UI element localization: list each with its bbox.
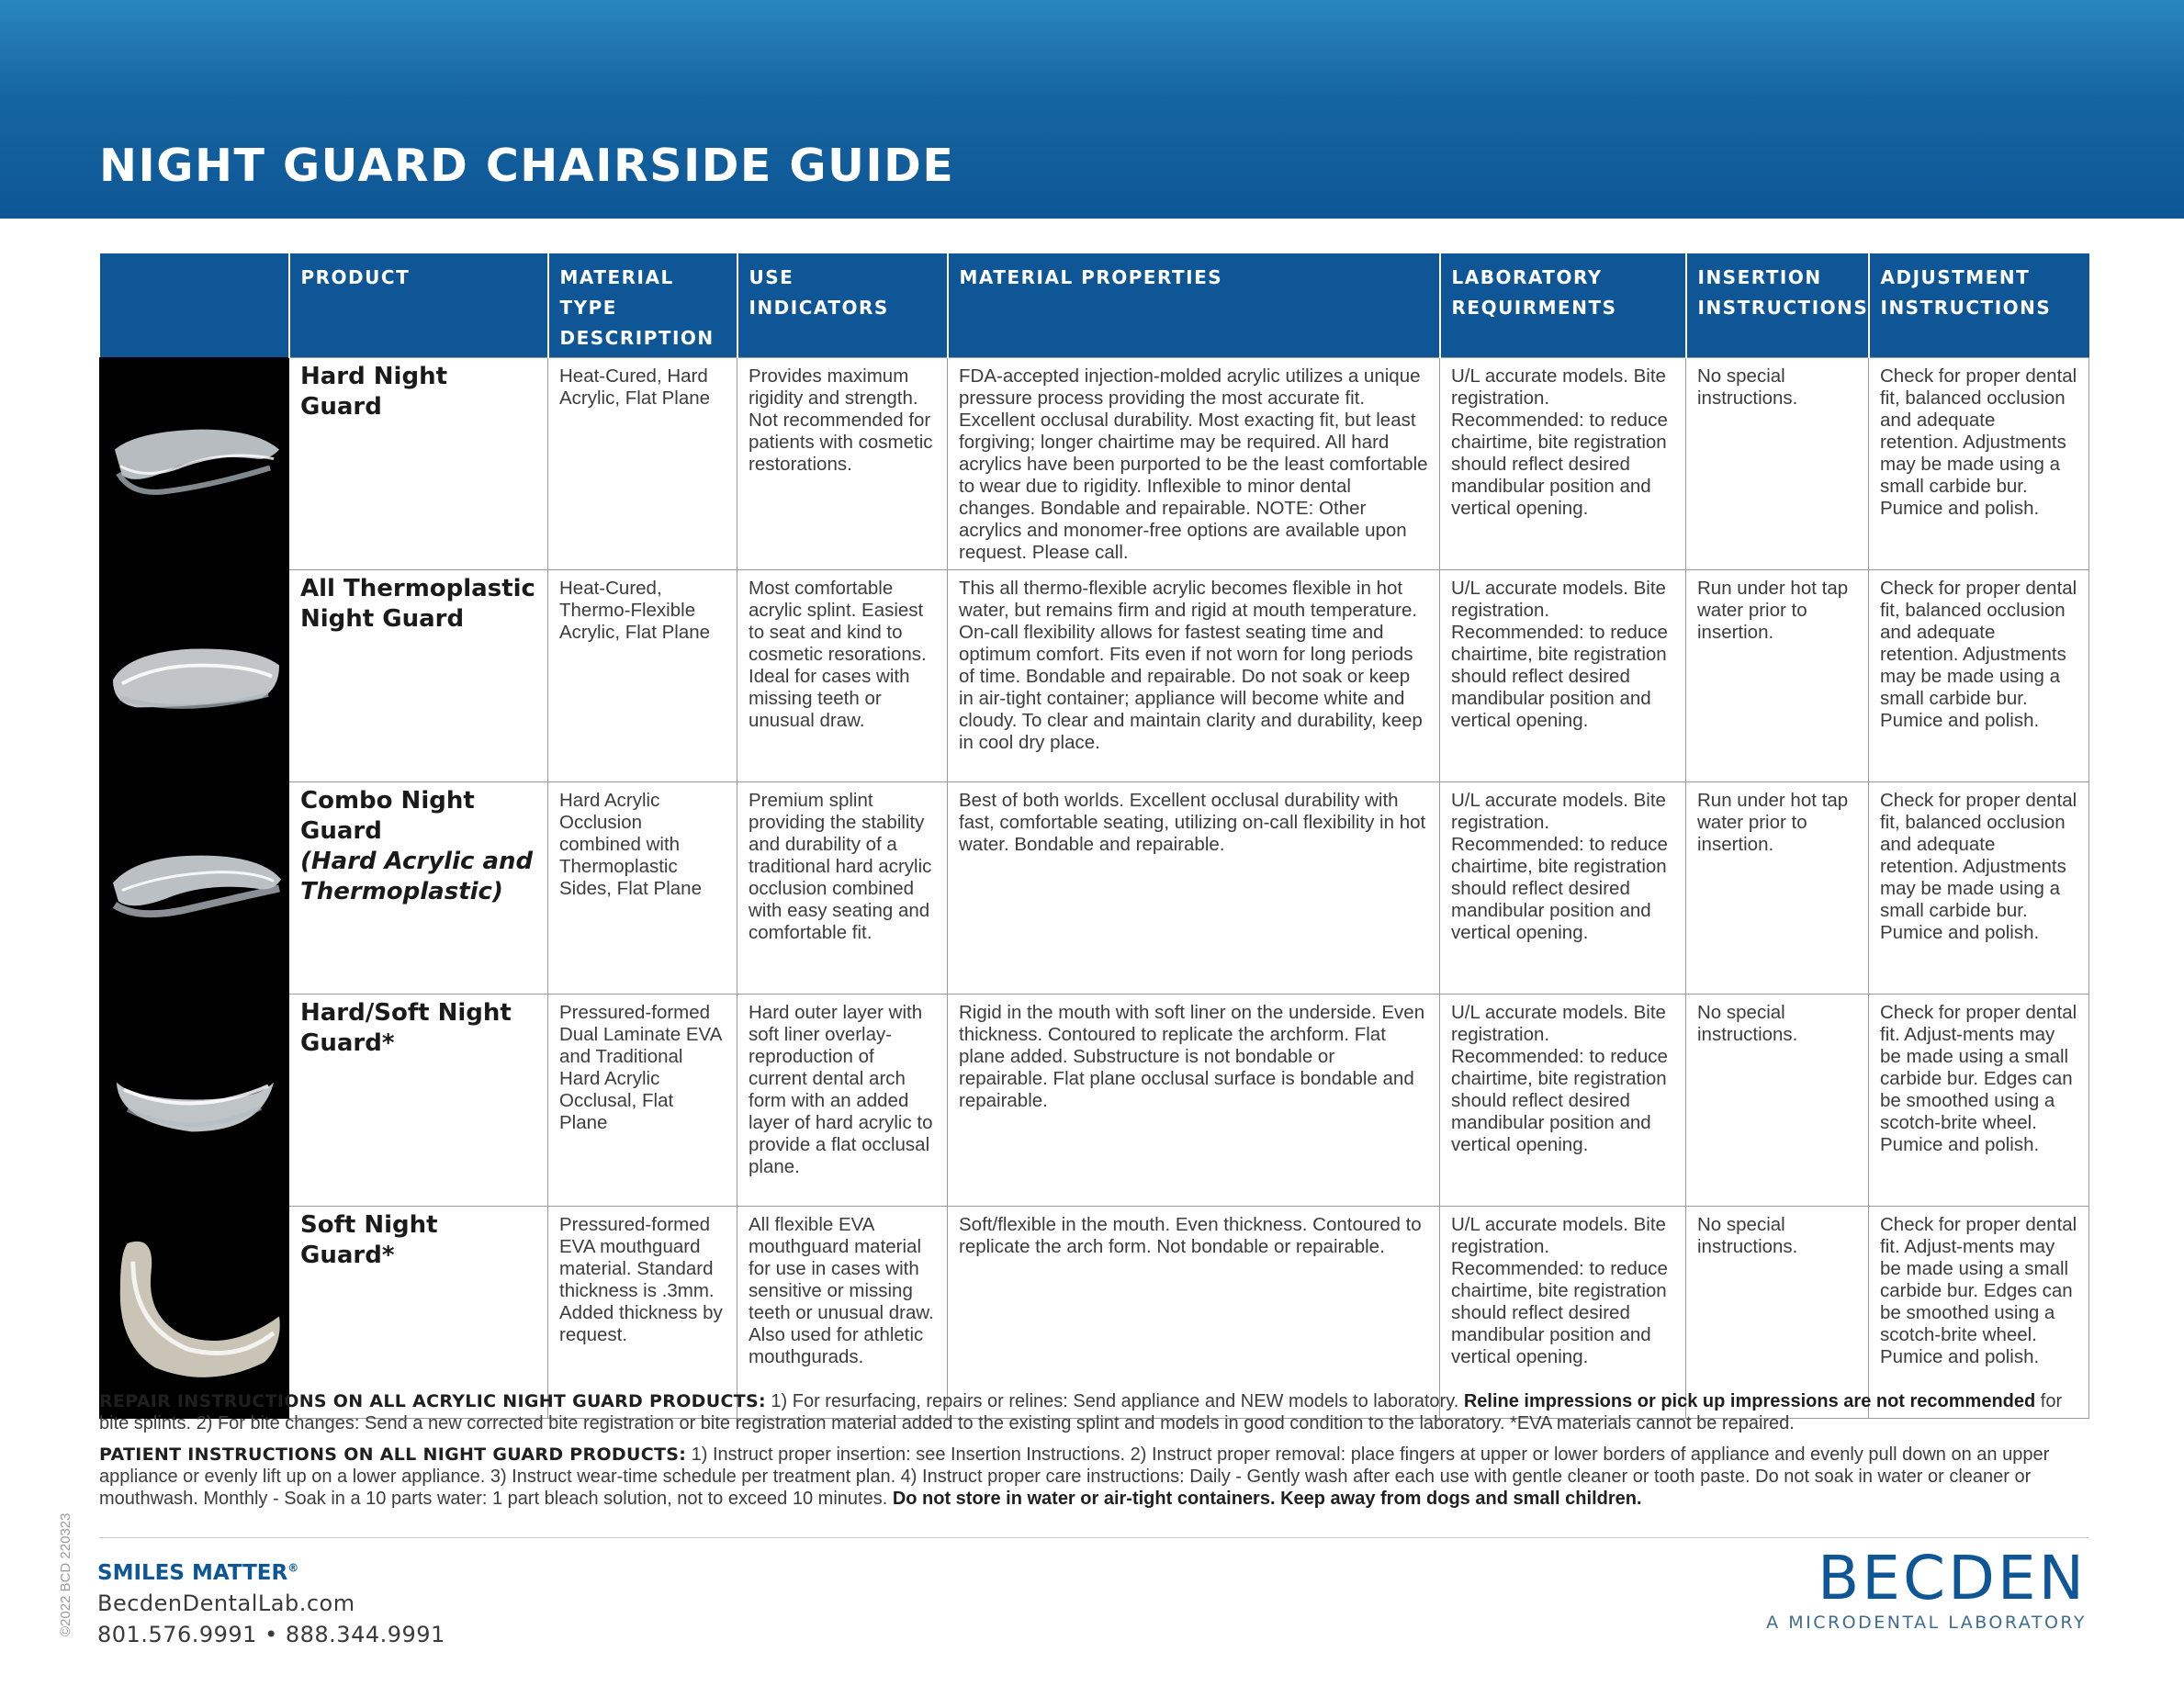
lab-requirements: U/L accurate models. Bite registration. Recommended: to reduce chairtime, bite registration should reflect desired mandibular position and vertical opening. [1440, 570, 1686, 782]
header-product: PRODUCT [289, 253, 548, 358]
material-type: Hard Acrylic Occlusion combined with Thermoplastic Sides, Flat Plane [548, 782, 737, 995]
brand-logo [1766, 1543, 2087, 1633]
soft-night-guard-photo [100, 1207, 289, 1419]
insertion-instructions: No special instructions. [1686, 1207, 1869, 1419]
product-name: Hard/Soft Night Guard* [289, 995, 548, 1207]
material-type: Heat-Cured, Hard Acrylic, Flat Plane [548, 358, 737, 570]
repair-instructions [99, 1390, 2088, 1434]
adjustment-instructions: Check for proper dental fit. Adjust-ments may be made using a small carbide bur. Edges can be smoothed using a scotch-brite wheel. Pumice and polish. [1869, 1207, 2089, 1419]
product-name: Combo Night Guard (Hard Acrylic and Thermoplastic) [289, 782, 548, 995]
product-name: All Thermoplastic Night Guard [289, 570, 548, 782]
material-properties: Rigid in the mouth with soft liner on the underside. Even thickness. Contoured to replicate the archform. Flat plane added. Substructure is not bondable or repairable. Flat plane occlusal surface is bondable and repairable. [948, 995, 1440, 1207]
insertion-instructions: No special instructions. [1686, 358, 1869, 570]
registered-mark: ® [287, 1561, 299, 1575]
patient-text-1: 1) Instruct proper insertion: see Insertion Instructions. 2) Instruct proper removal: place fingers at upper or lower borders of appliance and evenly pull down on an upper appliance or evenly lift up on a lower appliance. 3) Instruct wear-time schedule per treatment plan. 4) Instruct proper care instructions: Daily - Gently wash after each use with gentle cleaner or tooth paste. Do not soak in water or cleaner or mouthwash. Monthly - Soak in a 10 parts water: 1 part bleach solution, not to exceed 10 minutes. [99, 1444, 2050, 1509]
website-link[interactable]: BecdenDentalLab.com [97, 1590, 355, 1616]
adjustment-instructions: Check for proper dental fit, balanced occlusion and adequate retention. Adjustments may be made using a small carbide bur. Pumice and polish. [1869, 570, 2089, 782]
use-indicators: Most comfortable acrylic splint. Easiest to seat and kind to cosmetic resorations. Ideal for cases with missing teeth or unusual draw. [737, 570, 948, 782]
patient-lead: PATIENT INSTRUCTIONS ON ALL NIGHT GUARD PRODUCTS: [99, 1444, 687, 1465]
material-type: Pressured-formed Dual Laminate EVA and Traditional Hard Acrylic Occlusal, Flat Plane [548, 995, 737, 1207]
night-guard-image [100, 782, 288, 994]
material-properties: This all thermo-flexible acrylic becomes flexible in hot water, but remains firm and rigid at mouth temperature. On-call flexibility allows for fastest seating time and optimum comfort. Fits even if not worn for long periods of time. Bondable and repairable. Do not soak or keep in air-tight container; appliance will become white and cloudy. To clear and maintain clarity and durability, keep in cool dry place. [948, 570, 1440, 782]
product-name: Hard Night Guard [289, 358, 548, 570]
repair-bold: Reline impressions or pick up impressions are not recommended [1463, 1391, 2036, 1411]
combo-night-guard-photo [100, 782, 289, 995]
insertion-instructions: No special instructions. [1686, 995, 1869, 1207]
thermoplastic-night-guard-photo [100, 570, 289, 782]
lab-requirements: U/L accurate models. Bite registration. Recommended: to reduce chairtime, bite registration should reflect desired mandibular position and vertical opening. [1440, 1207, 1686, 1419]
insertion-instructions: Run under hot tap water prior to insertion. [1686, 570, 1869, 782]
header-material: MATERIAL TYPE DESCRIPTION [548, 253, 737, 358]
insertion-instructions: Run under hot tap water prior to insertion. [1686, 782, 1869, 995]
night-guard-image [100, 1207, 288, 1418]
tagline: SMILES MATTER® [97, 1561, 299, 1585]
material-type: Pressured-formed EVA mouthguard material. Standard thickness is .3mm. Added thickness by request. [548, 1207, 737, 1419]
table-row [100, 1207, 2089, 1419]
instructions-notes [99, 1390, 2088, 1519]
phone-numbers: 801.576.9991 • 888.344.9991 [97, 1622, 445, 1647]
footer-contact [97, 1561, 445, 1647]
night-guard-image [100, 995, 288, 1206]
use-indicators: Hard outer layer with soft liner overlay-reproduction of current dental arch form with an added layer of hard acrylic to provide a flat occlusal plane. [737, 995, 948, 1207]
material-properties: FDA-accepted injection-molded acrylic utilizes a unique pressure process providing the most accurate fit. Excellent occlusal durability. Most exacting fit, but least forgiving; longer chairtime may be required. All hard acrylics have been purported to be the least comfortable to wear due to rigidity. Inflexible to minor dental changes. Bondable and repairable. NOTE: Other acrylics and monomer-free options are available upon request. Please call. [948, 358, 1440, 570]
lab-requirements: U/L accurate models. Bite registration. Recommended: to reduce chairtime, bite registration should reflect desired mandibular position and vertical opening. [1440, 358, 1686, 570]
adjustment-instructions: Check for proper dental fit, balanced occlusion and adequate retention. Adjustments may be made using a small carbide bur. Pumice and polish. [1869, 358, 2089, 570]
night-guard-table [99, 253, 2089, 1419]
header-properties: MATERIAL PROPERTIES [948, 253, 1440, 358]
header-lab: LABORATORY REQUIRMENTS [1440, 253, 1686, 358]
header-indicators: USE INDICATORS [737, 253, 948, 358]
header-banner [0, 0, 2184, 219]
use-indicators: Provides maximum rigidity and strength. Not recommended for patients with cosmetic restorations. [737, 358, 948, 570]
hard-soft-night-guard-photo [100, 995, 289, 1207]
adjustment-instructions: Check for proper dental fit, balanced occlusion and adequate retention. Adjustments may be made using a small carbide bur. Pumice and polish. [1869, 782, 2089, 995]
night-guard-image [100, 358, 288, 569]
use-indicators: Premium splint providing the stability and durability of a traditional hard acrylic occlusion combined with easy seating and comfortable fit. [737, 782, 948, 995]
adjustment-instructions: Check for proper dental fit. Adjust-ments may be made using a small carbide bur. Edges can be smoothed using a scotch-brite wheel. Pumice and polish. [1869, 995, 2089, 1207]
table-row [100, 995, 2089, 1207]
page-title: NIGHT GUARD CHAIRSIDE GUIDE [99, 140, 955, 192]
header-insertion: INSERTION INSTRUCTIONS [1686, 253, 1869, 358]
night-guard-image [100, 570, 288, 781]
repair-text-2: for bite splints. 2) For bite changes: Send a new corrected bite registration or bite registration material added to the existing splint and models in good condition to the laboratory. *EVA materials cannot be repaired. [99, 1391, 2063, 1433]
material-properties: Soft/flexible in the mouth. Even thickness. Contoured to replicate the arch form. Not bondable or repairable. [948, 1207, 1440, 1419]
material-type: Heat-Cured, Thermo-Flexible Acrylic, Flat Plane [548, 570, 737, 782]
table-header-row [100, 253, 2089, 358]
hard-night-guard-photo [100, 358, 289, 570]
repair-text-1: 1) For resurfacing, repairs or relines: Send appliance and NEW models to laboratory. [765, 1391, 1464, 1411]
lab-requirements: U/L accurate models. Bite registration. Recommended: to reduce chairtime, bite registration should reflect desired mandibular position and vertical opening. [1440, 782, 1686, 995]
header-adjustment: ADJUSTMENT INSTRUCTIONS [1869, 253, 2089, 358]
brand-subtitle: A MICRODENTAL LABORATORY [1766, 1613, 2087, 1633]
header-image [100, 253, 289, 358]
patient-bold: Do not store in water or air-tight containers. Keep away from dogs and small children. [892, 1489, 1642, 1509]
table-row [100, 782, 2089, 995]
patient-instructions [99, 1444, 2088, 1510]
brand-name: BECDEN [1818, 1543, 2087, 1613]
repair-lead: REPAIR INSTRUCTIONS ON ALL ACRYLIC NIGHT GUARD PRODUCTS: [99, 1391, 766, 1411]
product-subtitle: (Hard Acrylic and Thermoplastic) [300, 848, 534, 905]
footer-divider [99, 1537, 2088, 1538]
lab-requirements: U/L accurate models. Bite registration. Recommended: to reduce chairtime, bite registration should reflect desired mandibular position and vertical opening. [1440, 995, 1686, 1207]
use-indicators: All flexible EVA mouthguard material for use in cases with sensitive or missing teeth or unusual draw. Also used for athletic mouthgurads. [737, 1207, 948, 1419]
copyright-notice: ©2022 BCD 220323 [58, 1512, 73, 1636]
product-name: Soft Night Guard* [289, 1207, 548, 1419]
table-row [100, 570, 2089, 782]
table-row [100, 358, 2089, 570]
material-properties: Best of both worlds. Excellent occlusal durability with fast, comfortable seating, utilizing on-call flexibility in hot water. Bondable and repairable. [948, 782, 1440, 995]
